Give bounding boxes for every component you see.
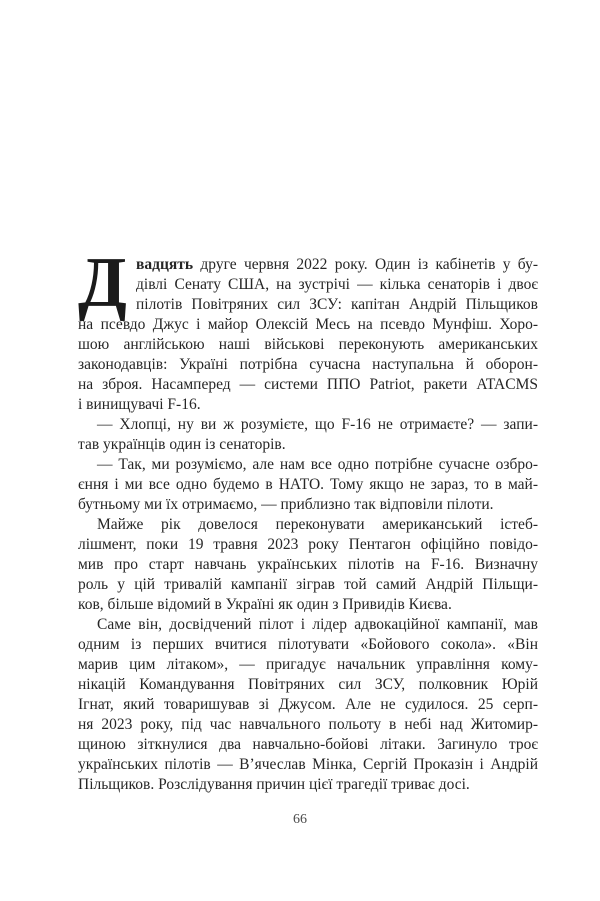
text-line: одним із перших вчитися пілотувати «Бойового сокола». «Він — [78, 636, 538, 653]
text-line: Пільщиков. Розслідування причин цієї трагедії триває досі. — [78, 776, 470, 793]
page-number: 66 — [293, 812, 307, 827]
text-line: щиною зіткнулися два навчально-бойові літаки. Загинуло троє — [78, 736, 538, 753]
text-line: українських пілотів — В’ячеслав Мінка, Сергій Проказін і Андрій — [78, 756, 538, 773]
paragraph — [78, 244, 538, 415]
lead-bold-word: вадцять — [136, 256, 194, 273]
text-line: марив цим літаком», — пригадує начальник управління кому- — [78, 656, 538, 673]
text-line: і винищувачі F-16. — [78, 396, 201, 413]
text-line: Саме він, досвідчений пілот і лідер адвокаційної кампанії, мав — [97, 616, 538, 633]
text-line: лішмент, поки 19 травня 2023 року Пентагон офіційно повідо- — [78, 536, 538, 553]
text-line: ня 2023 року, під час навчального польоту в небі над Житомир- — [78, 716, 538, 733]
paragraph — [78, 415, 538, 455]
text-line: єння і ми все одно будемо в НАТО. Тому якщо не зараз, то в май- — [78, 476, 538, 493]
paragraph — [78, 455, 538, 515]
text-line: пілотів Повітряних сил ЗСУ: капітан Андрій Пільщиков — [136, 296, 538, 313]
text-line: дівлі Сенату США, на зустрічі — кілька сенаторів і двоє — [136, 276, 538, 293]
text-line: законодавців: Україні потрібна сучасна наступальна й оборон- — [78, 356, 538, 373]
text-line: — Хлопці, ну ви ж розумієте, що F-16 не отримаєте? — запи- — [97, 416, 538, 433]
text-line: бутньому ми їх отримаємо, — приблизно так відповіли пілоти. — [78, 496, 494, 513]
paragraph — [78, 515, 538, 615]
text-line: Майже рік довелося переконувати американський істеб- — [97, 516, 538, 533]
text-line: — Так, ми розуміємо, але нам все одно потрібне сучасне озбро- — [97, 456, 538, 473]
text-line: нікацій Командування Повітряних сил ЗСУ, полковник Юрій — [78, 676, 538, 693]
text-line: на зброя. Насамперед — системи ППО Patriot, ракети ATACMS — [78, 376, 538, 393]
text-line: роль у цій тривалій кампанії зіграв той самий Андрій Пільщи- — [78, 576, 538, 593]
text-block — [78, 244, 538, 795]
text-line: на псевдо Джус і майор Олексій Месь на псевдо Мунфіш. Хоро- — [78, 316, 538, 333]
drop-cap: Д — [78, 244, 127, 322]
text-line: шою англійською наші військові переконують американських — [78, 336, 538, 353]
text-line: вадцять друге червня 2022 року. Один із кабінетів у бу- — [136, 256, 538, 273]
paragraph — [78, 615, 538, 795]
text-line: мив про старт навчань українських пілотів на F-16. Визначну — [78, 556, 538, 573]
text-line: тав українців один із сенаторів. — [78, 436, 286, 453]
text-line: ков, більше відомий в Україні як один з Привидів Києва. — [78, 596, 452, 613]
text-line: Ігнат, який товаришував зі Джусом. Але не судилося. 25 серп- — [78, 696, 538, 713]
